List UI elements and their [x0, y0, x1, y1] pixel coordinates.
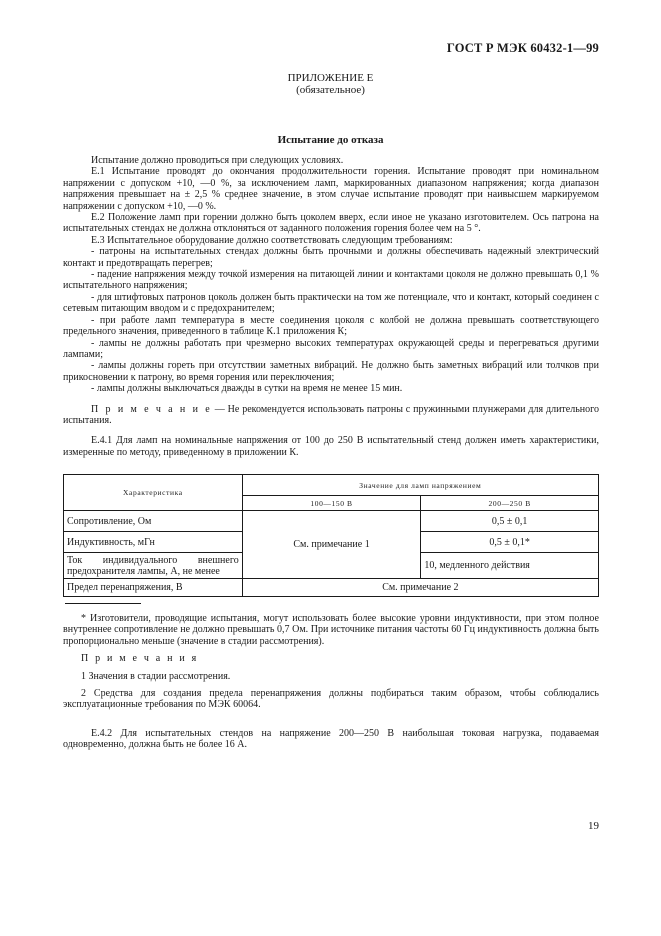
paragraph-e42: Е.4.2 Для испытательных стендов на напряжение 200—250 В наибольшая токовая нагрузка, подаваемая одновременно, должна быть не более 16 А.	[63, 728, 599, 751]
list-item: - лампы должны гореть при отсутствии заметных вибраций. Не должно быть заметных вибраций или толчков при прикосновении к патрону, во время горения или переключения;	[63, 360, 599, 383]
paragraph-e2: Е.2 Положение ламп при горении должно быть цоколем вверх, если иное не указано изготовителем. Ось патрона на испытательных стендах не должна отклоняться от заданного положения горения более чем на 5 °.	[63, 212, 599, 235]
header-value-group: Значение для ламп напряжением	[242, 475, 598, 496]
header-200-250: 200—250 В	[421, 496, 599, 511]
paragraph-e1: Е.1 Испытание проводят до окончания продолжительности горения. Испытание проводят при номинальном напряжении с допуском +10, —0 %, за исключением ламп, маркированных диапазоном напряжения; когда диапазон напряжения превышает на ± 2,5 % среднее значение, в этом случае испытание проводят при наивысшем маркируемом напряжении с допуском +10, —0 %.	[63, 166, 599, 212]
appendix-heading	[0, 72, 661, 96]
list-item: - для штифтовых патронов цоколь должен быть практически на том же потенциале, что и контакт, который соединен с сетевым питающим вводом и с предохранителем;	[63, 291, 599, 315]
table-row	[64, 511, 599, 532]
final-section	[63, 728, 599, 751]
notes-title: П р и м е ч а н и я	[81, 653, 199, 665]
characteristics-table	[63, 474, 599, 597]
row-label: Индуктивность, мГн	[64, 532, 243, 553]
page-number: 19	[588, 820, 599, 832]
header-100-150: 100—150 В	[242, 496, 421, 511]
table-notes	[63, 613, 599, 711]
paragraph-intro: Испытание должно проводиться при следующих условиях.	[91, 155, 344, 166]
merged-cell-note-2: См. примечание 2	[242, 579, 598, 597]
row-value: 10, медленного действия	[421, 553, 599, 579]
paragraph-e3: Е.3 Испытательное оборудование должно соответствовать следующим требованиям:	[91, 234, 453, 246]
note-item: 2 Средства для создания предела перенапряжения должны подбираться таким образом, чтобы соблюдались эксплуатационные требования по МЭК 60064.	[63, 688, 599, 711]
row-label: Сопротивление, Ом	[64, 511, 243, 532]
merged-cell-note-1: См. примечание 1	[242, 511, 421, 579]
table-row	[64, 579, 599, 597]
section-title: Испытание до отказа	[277, 134, 384, 146]
row-value: 0,5 ± 0,1	[421, 511, 599, 532]
header-characteristic: Характеристика	[64, 475, 243, 511]
footnote-divider	[65, 603, 141, 604]
appendix-status: (обязательное)	[296, 84, 365, 96]
note-text: — Не рекомендуется использовать патроны с пружинными плунжерами для длительного испытания.	[63, 403, 599, 426]
list-item: - лампы не должны работать при чрезмерно высоких температурах окружающей среды и перегреваться другими лампами;	[63, 337, 599, 360]
list-item: - патроны на испытательных стендах должны быть прочными и должны обеспечивать надежный электрический контакт и предотвращать перегрев;	[63, 246, 599, 269]
standard-code-header: ГОСТ Р МЭК 60432-1—99	[446, 41, 599, 55]
row-label: Ток индивидуального внешнего предохранителя лампы, А, не менее	[64, 553, 243, 579]
appendix-label: ПРИЛОЖЕНИЕ Е	[287, 72, 374, 84]
body-text	[63, 155, 599, 458]
row-label: Предел перенапряжения, В	[64, 579, 243, 597]
paragraph-e41: Е.4.1 Для ламп на номинальные напряжения от 100 до 250 В испытательный стенд должен иметь характеристики, измеренные по методу, приведенному в приложении К.	[63, 435, 599, 458]
note-label: П р и м е ч а н и е	[91, 403, 212, 415]
note-item: 1 Значения в стадии рассмотрения.	[81, 670, 231, 682]
list-item: - при работе ламп температура в месте соединения цоколя с колбой не должна превышать соответствующего предельного значения, приведенного в таблице К.1 приложения К;	[63, 314, 599, 338]
list-item: - лампы должны выключаться дважды в сутки на время не менее 15 мин.	[91, 383, 403, 395]
list-item: - падение напряжения между точкой измерения на питающей линии и контактами цоколя не должно превышать 0,1 % испытательного напряжения;	[63, 269, 599, 292]
footnote-text: * Изготовители, проводящие испытания, могут использовать более высокие уровни индуктивности, при этом полное внутреннее сопротивление не должно превышать 0,7 Ом. При источнике питания частоты 60 Гц индуктивность должна быть пропорционально меньше (значение в стадии рассмотрения).	[63, 613, 599, 647]
row-value: 0,5 ± 0,1*	[421, 532, 599, 553]
note-paragraph	[63, 404, 599, 427]
